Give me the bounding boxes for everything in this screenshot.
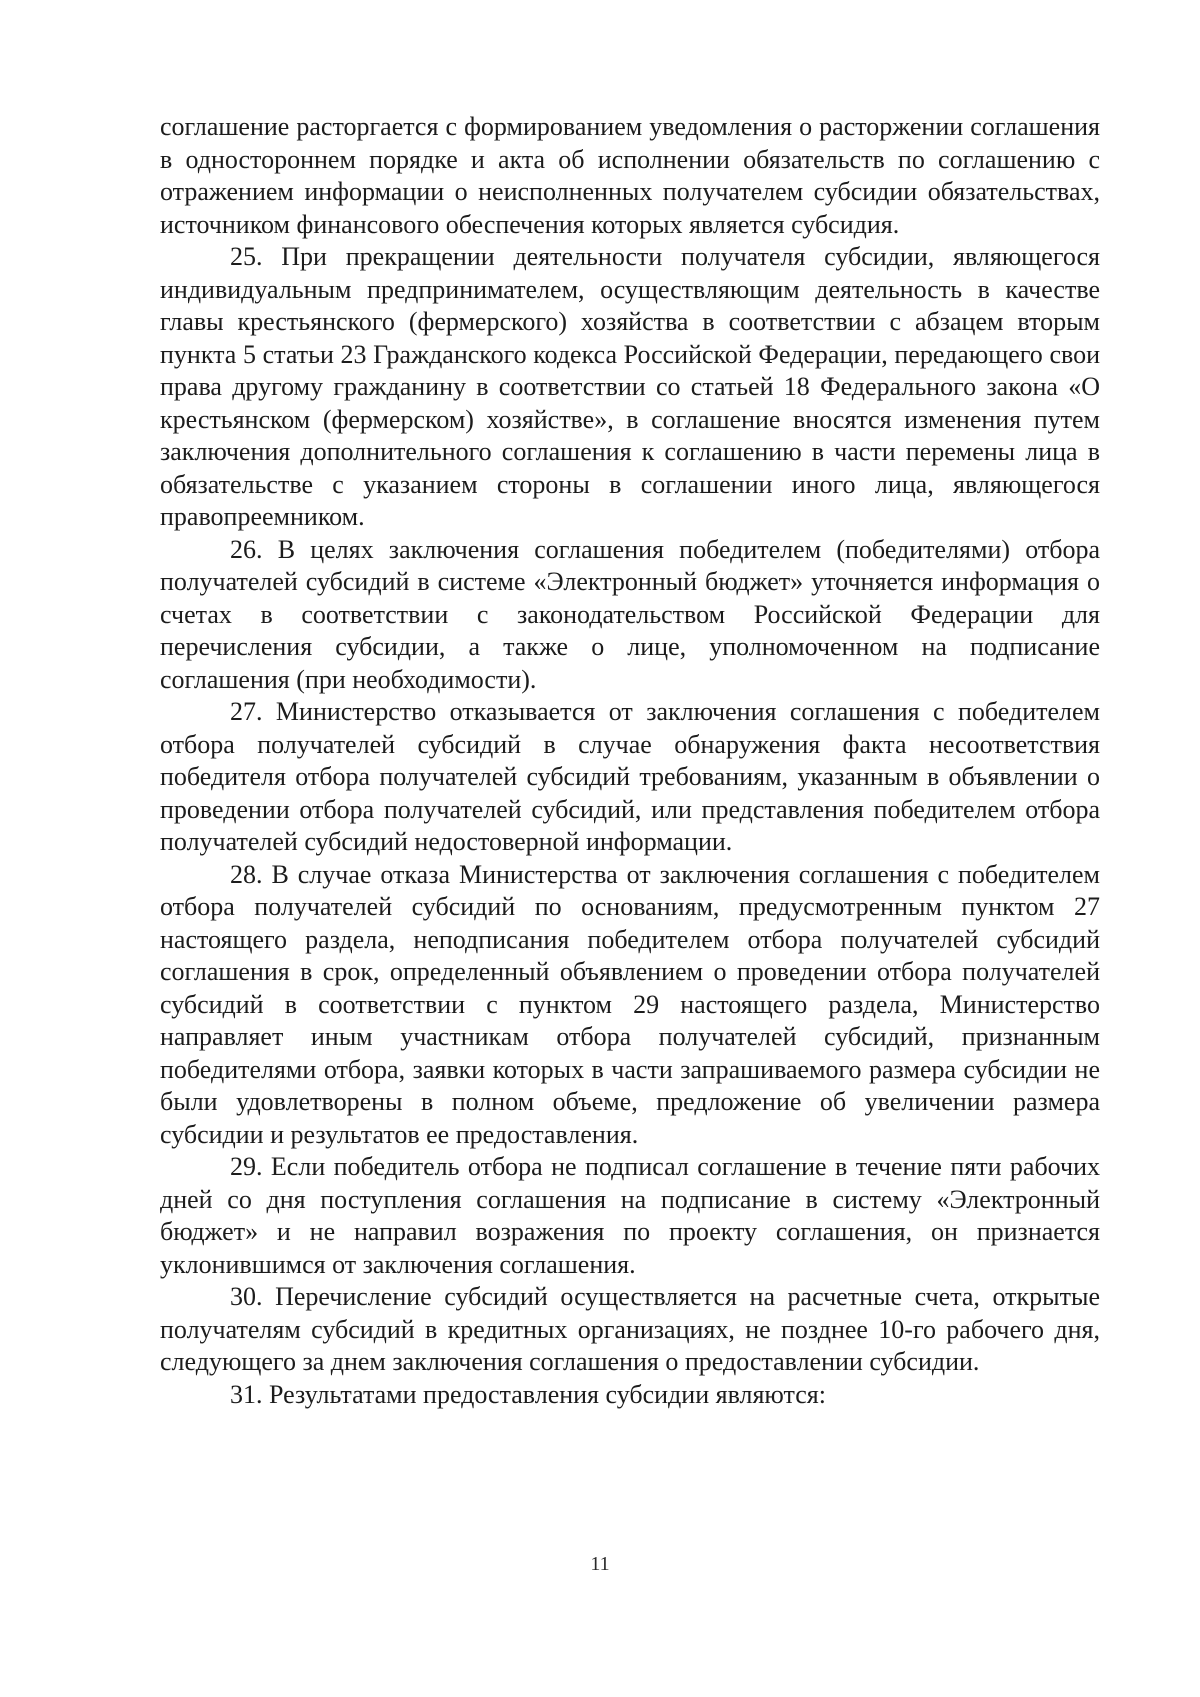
paragraph-continuation: соглашение расторгается с формированием уведомления о расторжении соглашения в одностороннем порядке и акта об исполнении обязательств по соглашению с отражением информации о неисполненных получателем субсидии обязательствах, источником финансового обеспечения которых является субсидия. — [160, 112, 1100, 239]
paragraph-29: 29. Если победитель отбора не подписал соглашение в течение пяти рабочих дней со дня поступления соглашения на подписание в систему «Электронный бюджет» и не направил возражения по проекту соглашения, он признается уклонившимся от заключения соглашения. — [160, 1152, 1100, 1279]
paragraph-31: 31. Результатами предоставления субсидии являются: — [230, 1379, 826, 1409]
paragraph-25: 25. При прекращении деятельности получателя субсидии, являющегося индивидуальным предпринимателем, осуществляющим деятельность в качестве главы крестьянского (фермерского) хозяйства в соответствии с абзацем вторым пункта 5 статьи 23 Гражданского кодекса Российской Федерации, передающего свои права другому гражданину в соответствии со статьей 18 Федерального закона «О крестьянском (фермерском) хозяйстве», в соглашение вносятся изменения путем заключения дополнительного соглашения к соглашению в части перемены лица в обязательстве с указанием стороны в соглашении иного лица, являющегося правопреемником. — [160, 242, 1100, 531]
document-body — [160, 111, 1100, 1411]
page-number: 11 — [590, 1553, 610, 1575]
paragraph-26: 26. В целях заключения соглашения победителем (победителями) отбора получателей субсидий в системе «Электронный бюджет» уточняется информация о счетах в соответствии с законодательством Российской Федерации для перечисления субсидии, а также о лице, уполномоченном на подписание соглашения (при необходимости). — [160, 534, 1100, 694]
paragraph-28: 28. В случае отказа Министерства от заключения соглашения с победителем отбора получателей субсидий по основаниям, предусмотренным пунктом 27 настоящего раздела, неподписания победителем отбора получателей субсидий соглашения в срок, определенный объявлением о проведении отбора получателей субсидий в соответствии с пунктом 29 настоящего раздела, Министерство направляет иным участникам отбора получателей субсидий, признанным победителями отбора, заявки которых в части запрашиваемого размера субсидии не были удовлетворены в полном объеме, предложение об увеличении размера субсидии и результатов ее предоставления. — [160, 859, 1100, 1149]
paragraph-27: 27. Министерство отказывается от заключения соглашения с победителем отбора получателей субсидий в случае обнаружения факта несоответствия победителя отбора получателей субсидий требованиям, указанным в объявлении о проведении отбора получателей субсидий, или представления победителем отбора получателей субсидий недостоверной информации. — [160, 697, 1100, 856]
paragraph-30: 30. Перечисление субсидий осуществляется на расчетные счета, открытые получателям субсидий в кредитных организациях, не позднее 10-го рабочего дня, следующего за днем заключения соглашения о предоставлении субсидии. — [160, 1282, 1100, 1376]
